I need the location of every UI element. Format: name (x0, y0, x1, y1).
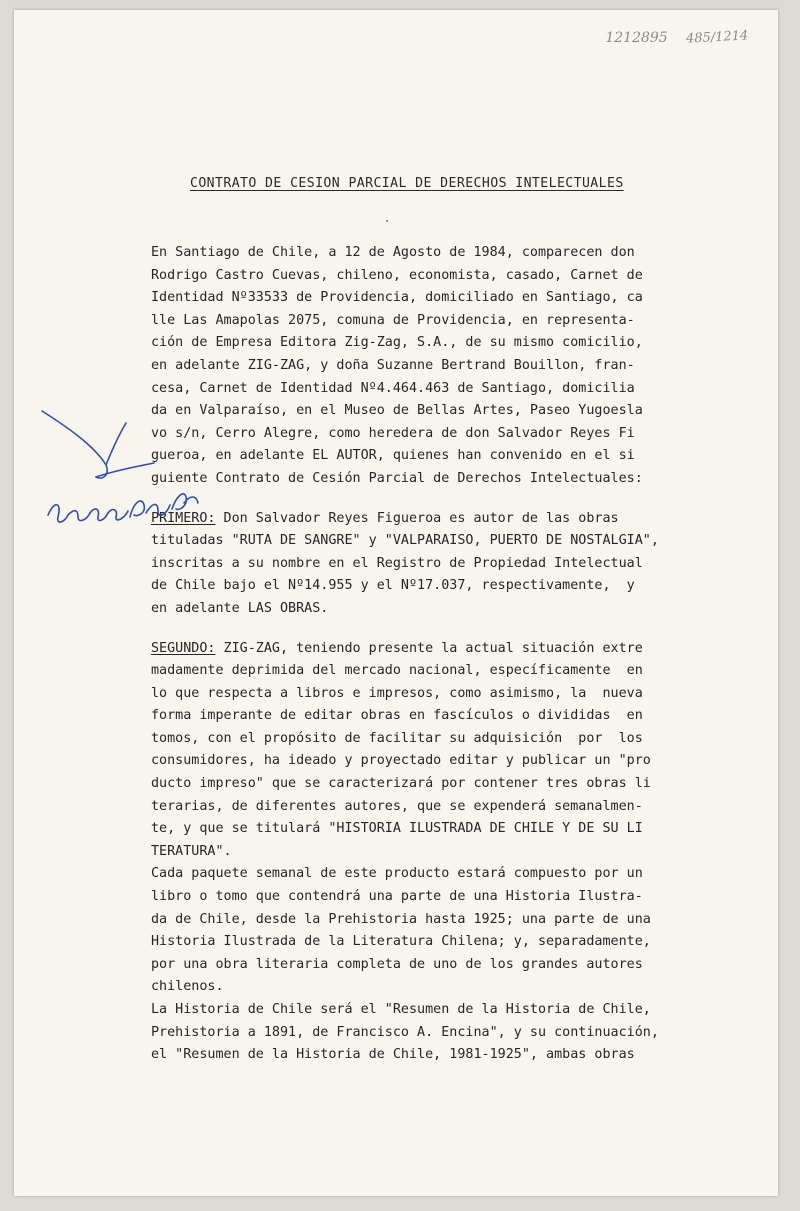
text-line: Cada paquete semanal de este producto estará compuesto por un (151, 866, 643, 882)
document-page (14, 10, 778, 1196)
text-line: TERATURA". (151, 843, 232, 859)
text-line: da de Chile, desde la Prehistoria hasta 1925; una parte de una (151, 911, 651, 927)
text-line: Historia Ilustrada de la Literatura Chilena; y, separadamente, (151, 934, 651, 950)
text-line: Identidad Nº33533 de Providencia, domiciliado en Santiago, ca (151, 290, 643, 306)
text-line: forma imperante de editar obras en fascículos o divididas en (151, 708, 643, 724)
text-line: gueroa, en adelante EL AUTOR, quienes han convenido en el si (151, 448, 635, 464)
clause-first-line: ZIG-ZAG, teniendo presente la actual situación extre (215, 640, 643, 656)
clause-heading: SEGUNDO: (151, 640, 216, 656)
document-title: CONTRATO DE CESION PARCIAL DE DERECHOS INTELECTUALES (190, 176, 624, 191)
intro-paragraph (151, 242, 721, 491)
text-line: en adelante LAS OBRAS. (151, 600, 329, 616)
text-line: Prehistoria a 1891, de Francisco A. Encina", y su continuación, (151, 1024, 659, 1040)
text-line: te, y que se titulará "HISTORIA ILUSTRADA DE CHILE Y DE SU LI (151, 821, 643, 837)
text-line: en adelante ZIG-ZAG, y doña Suzanne Bertrand Bouillon, fran- (151, 357, 635, 373)
clause-segundo (151, 638, 721, 1067)
ink-dot (386, 220, 388, 222)
text-line: lo que respecta a libros e impresos, como asimismo, la nueva (151, 685, 643, 701)
archive-number-secondary: 485/1214 (685, 28, 749, 47)
text-line: En Santiago de Chile, a 12 de Agosto de 1984, comparecen don (151, 245, 635, 260)
text-line: ción de Empresa Editora Zig-Zag, S.A., de su mismo comicilio, (151, 335, 643, 351)
text-line: el "Resumen de la Historia de Chile, 1981-1925", ambas obras (151, 1047, 635, 1063)
clause-primero (151, 508, 721, 621)
text-line: tituladas "RUTA DE SANGRE" y "VALPARAISO, PUERTO DE NOSTALGIA", (151, 533, 659, 549)
text-line: tomos, con el propósito de facilitar su adquisición por los (151, 730, 643, 746)
document-body (151, 242, 721, 1067)
text-line: da en Valparaíso, en el Museo de Bellas Artes, Paseo Yugoesla (151, 403, 643, 419)
text-line: consumidores, ha ideado y proyectado editar y publicar un "pro (151, 753, 651, 769)
text-line: por una obra literaria completa de uno de los grandes autores (151, 956, 643, 972)
text-line: madamente deprimida del mercado nacional, específicamente en (151, 663, 643, 679)
text-line (151, 508, 721, 531)
text-line (151, 638, 721, 661)
handwritten-signature (34, 405, 204, 545)
text-line: ducto impreso" que se caracterizará por contener tres obras li (151, 776, 651, 792)
text-line: de Chile bajo el Nº14.955 y el Nº17.037, respectivamente, y (151, 578, 635, 594)
text-line: libro o tomo que contendrá una parte de una Historia Ilustra- (151, 889, 643, 905)
text-line: chilenos. (151, 979, 224, 995)
clause-first-line: Don Salvador Reyes Figueroa es autor de las obras (215, 510, 619, 526)
text-line: inscritas a su nombre en el Registro de Propiedad Intelectual (151, 555, 643, 571)
text-line: vo s/n, Cerro Alegre, como heredera de don Salvador Reyes Fi (151, 425, 635, 441)
text-line: cesa, Carnet de Identidad Nº4.464.463 de Santiago, domicilia (151, 380, 635, 396)
archive-number: 1212895 (605, 30, 668, 46)
clause-heading: PRIMERO: (151, 510, 216, 526)
text-line: terarias, de diferentes autores, que se expenderá semanalmen- (151, 798, 643, 814)
archive-annotation (605, 30, 748, 46)
text-line: guiente Contrato de Cesión Parcial de Derechos Intelectuales: (151, 470, 643, 486)
text-line: Rodrigo Castro Cuevas, chileno, economista, casado, Carnet de (151, 267, 643, 283)
text-line: lle Las Amapolas 2075, comuna de Providencia, en representa- (151, 312, 635, 328)
text-line: La Historia de Chile será el "Resumen de la Historia de Chile, (151, 1002, 651, 1017)
